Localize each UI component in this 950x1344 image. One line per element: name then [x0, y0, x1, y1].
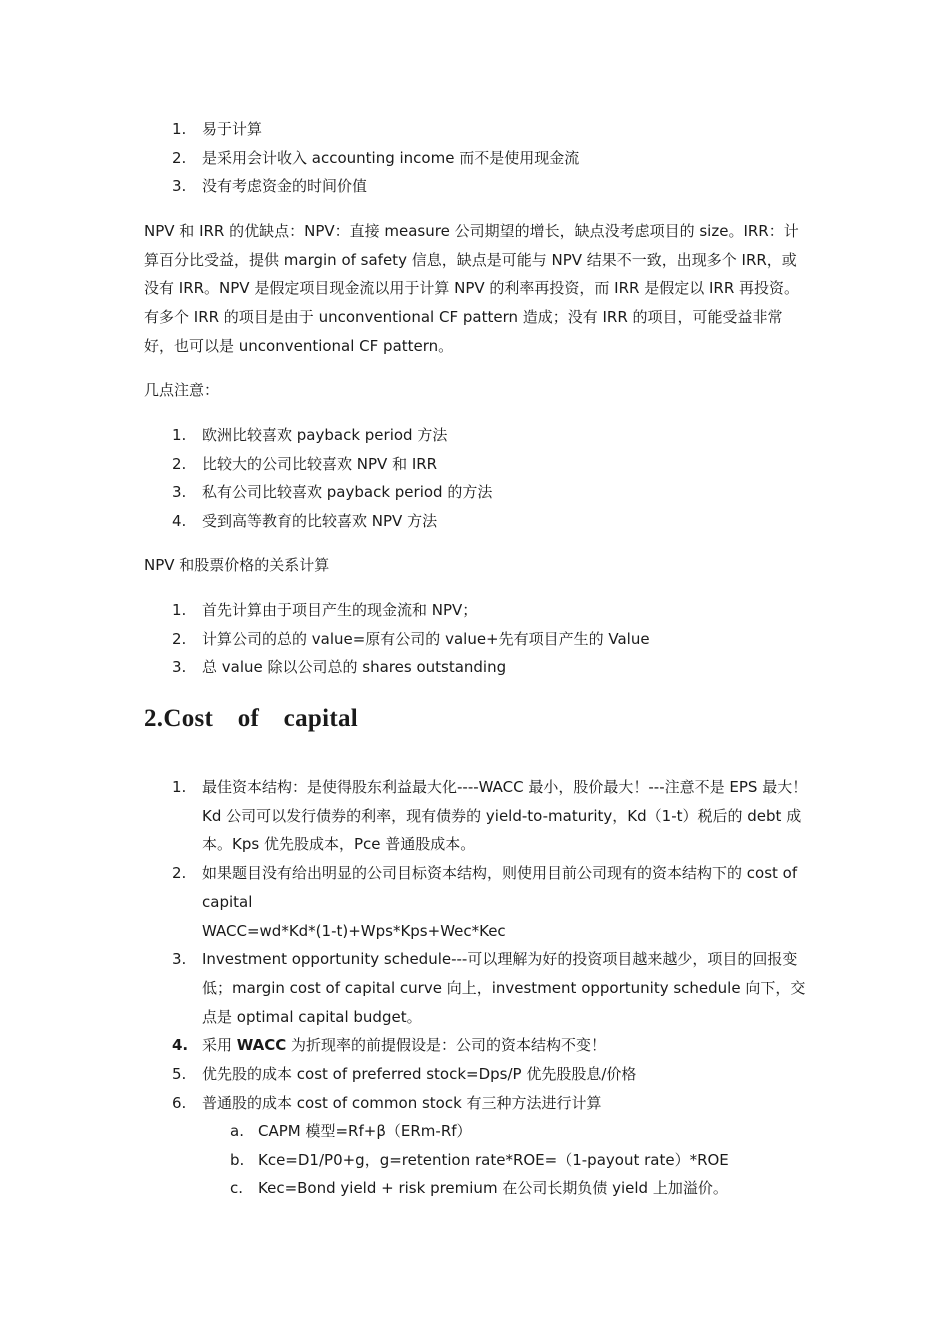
- list-item: [144, 1031, 814, 1060]
- list-letter: b.: [230, 1150, 245, 1169]
- list-text: 私有公司比较喜欢 payback period 的方法: [202, 483, 493, 502]
- list-text: 比较大的公司比较喜欢 NPV 和 IRR: [202, 454, 438, 473]
- list-item: [200, 1174, 800, 1203]
- list-text: 首先计算由于项目产生的现金流和 NPV；: [202, 601, 478, 619]
- list-preferences: [144, 421, 814, 536]
- list-number: 3.: [172, 177, 187, 196]
- list-item: [144, 945, 814, 1031]
- list-item: [144, 653, 814, 682]
- list-text: 是采用会计收入 accounting income 而不是使用现金流: [202, 148, 580, 167]
- list-text: 计算公司的总的 value=原有公司的 value+先有项目产生的 Value: [202, 629, 650, 648]
- list-item: [144, 1089, 814, 1118]
- list-text: 受到高等教育的比较喜欢 NPV 方法: [202, 512, 438, 531]
- list-number: 4.: [172, 512, 187, 531]
- list-letter: c.: [230, 1179, 244, 1198]
- list-item: [144, 478, 814, 507]
- list-number: 2.: [172, 148, 187, 167]
- list-item: [144, 625, 814, 654]
- list-number: 3.: [172, 950, 187, 969]
- list-item: [144, 773, 814, 859]
- list-number: 2.: [172, 454, 187, 473]
- list-common-stock-methods: [200, 1117, 800, 1203]
- list-text: 优先股的成本 cost of preferred stock=Dps/P 优先股股息/价格: [202, 1065, 637, 1084]
- list-number: 1.: [172, 778, 187, 796]
- list-text: CAPM 模型=Rf+β（ERm-Rf）: [258, 1122, 472, 1140]
- list-text: 易于计算: [202, 120, 263, 138]
- list-item: [144, 596, 814, 625]
- list-text: 最佳资本结构：是使得股东利益最大化----WACC 最小，股价最大！---注意不是 EPS 最大！Kd 公司可以发行债券的利率，现有债券的 yield-to-maturity，Kd（1-t）税后的 debt 成本。Kps 优先股成本，Pce 普通股成本。: [202, 778, 808, 854]
- list-item: [144, 144, 814, 173]
- list-number: 6.: [172, 1093, 187, 1112]
- list-stock-steps: [144, 596, 814, 682]
- list-letter: a.: [230, 1122, 244, 1140]
- wacc-formula: WACC=wd*Kd*(1-t)+Wps*Kps+Wec*Kec: [202, 921, 506, 940]
- list-number: 1.: [172, 120, 187, 138]
- list-item: [144, 172, 814, 201]
- list-text: 总 value 除以公司总的 shares outstanding: [202, 658, 507, 677]
- list-text: 普通股的成本 cost of common stock 有三种方法进行计算: [202, 1093, 602, 1112]
- list-item: [144, 859, 814, 945]
- wacc-bold-text: WACC: [236, 1036, 287, 1055]
- list-number: 1.: [172, 426, 187, 444]
- list-text: 如果题目没有给出明显的公司目标资本结构，则使用目前公司现有的资本结构下的 cost of capital: [202, 864, 798, 911]
- list-item: [144, 1060, 814, 1089]
- section-heading: 2.Cost of capital: [144, 705, 359, 732]
- list-number: 5.: [172, 1065, 187, 1084]
- list-text: 欧洲比较喜欢 payback period 方法: [202, 426, 448, 444]
- list-text: Kce=D1/P0+g，g=retention rate*ROE=（1-payout rate）*ROE: [258, 1150, 729, 1169]
- list-item: [200, 1146, 800, 1175]
- list-number: 2.: [172, 629, 187, 648]
- list-number: 4.: [172, 1036, 189, 1055]
- list-number: 3.: [172, 483, 187, 502]
- list-number: 1.: [172, 601, 187, 619]
- list-item: [144, 115, 814, 144]
- npv-irr-paragraph: NPV 和 IRR 的优缺点：NPV：直接 measure 公司期望的增长，缺点没考虑项目的 size。IRR：计算百分比受益，提供 margin of safety 信息，缺点是可能与 NPV 结果不一致，出现多个 IRR，或没有 IRR。NPV 是假定项目现金流以用于计算 NPV 的利率再投资，而 IRR 是假定以 IRR 再投资。有多个 IRR 的项目是由于 unconventional CF pattern 造成；没有 IRR 的项目，可能受益非常好，也可以是 unconventional CF pattern。: [144, 222, 800, 355]
- list-text: Investment opportunity schedule---可以理解为好的投资项目越来越少，项目的回报变低；margin cost of capital curve 向上，investment opportunity schedule 向下，交点是 optimal capital budget。: [202, 950, 806, 1026]
- list-text-pre: 采用: [202, 1036, 237, 1055]
- list-text: 没有考虑资金的时间价值: [202, 177, 368, 196]
- notes-title: 几点注意：: [144, 381, 220, 399]
- list-item: [144, 421, 814, 450]
- list-advantages: [144, 115, 814, 201]
- list-number: 2.: [172, 864, 187, 883]
- list-text-post: 为折现率的前提假设是：公司的资本结构不变！: [286, 1036, 607, 1055]
- list-text: Kec=Bond yield + risk premium 在公司长期负债 yield 上加溢价。: [258, 1179, 728, 1198]
- list-item: [144, 450, 814, 479]
- list-item: [200, 1117, 800, 1146]
- list-number: 3.: [172, 658, 187, 677]
- stock-price-title: NPV 和股票价格的关系计算: [144, 556, 330, 574]
- list-item: [144, 507, 814, 536]
- list-cost-of-capital: [144, 773, 814, 1117]
